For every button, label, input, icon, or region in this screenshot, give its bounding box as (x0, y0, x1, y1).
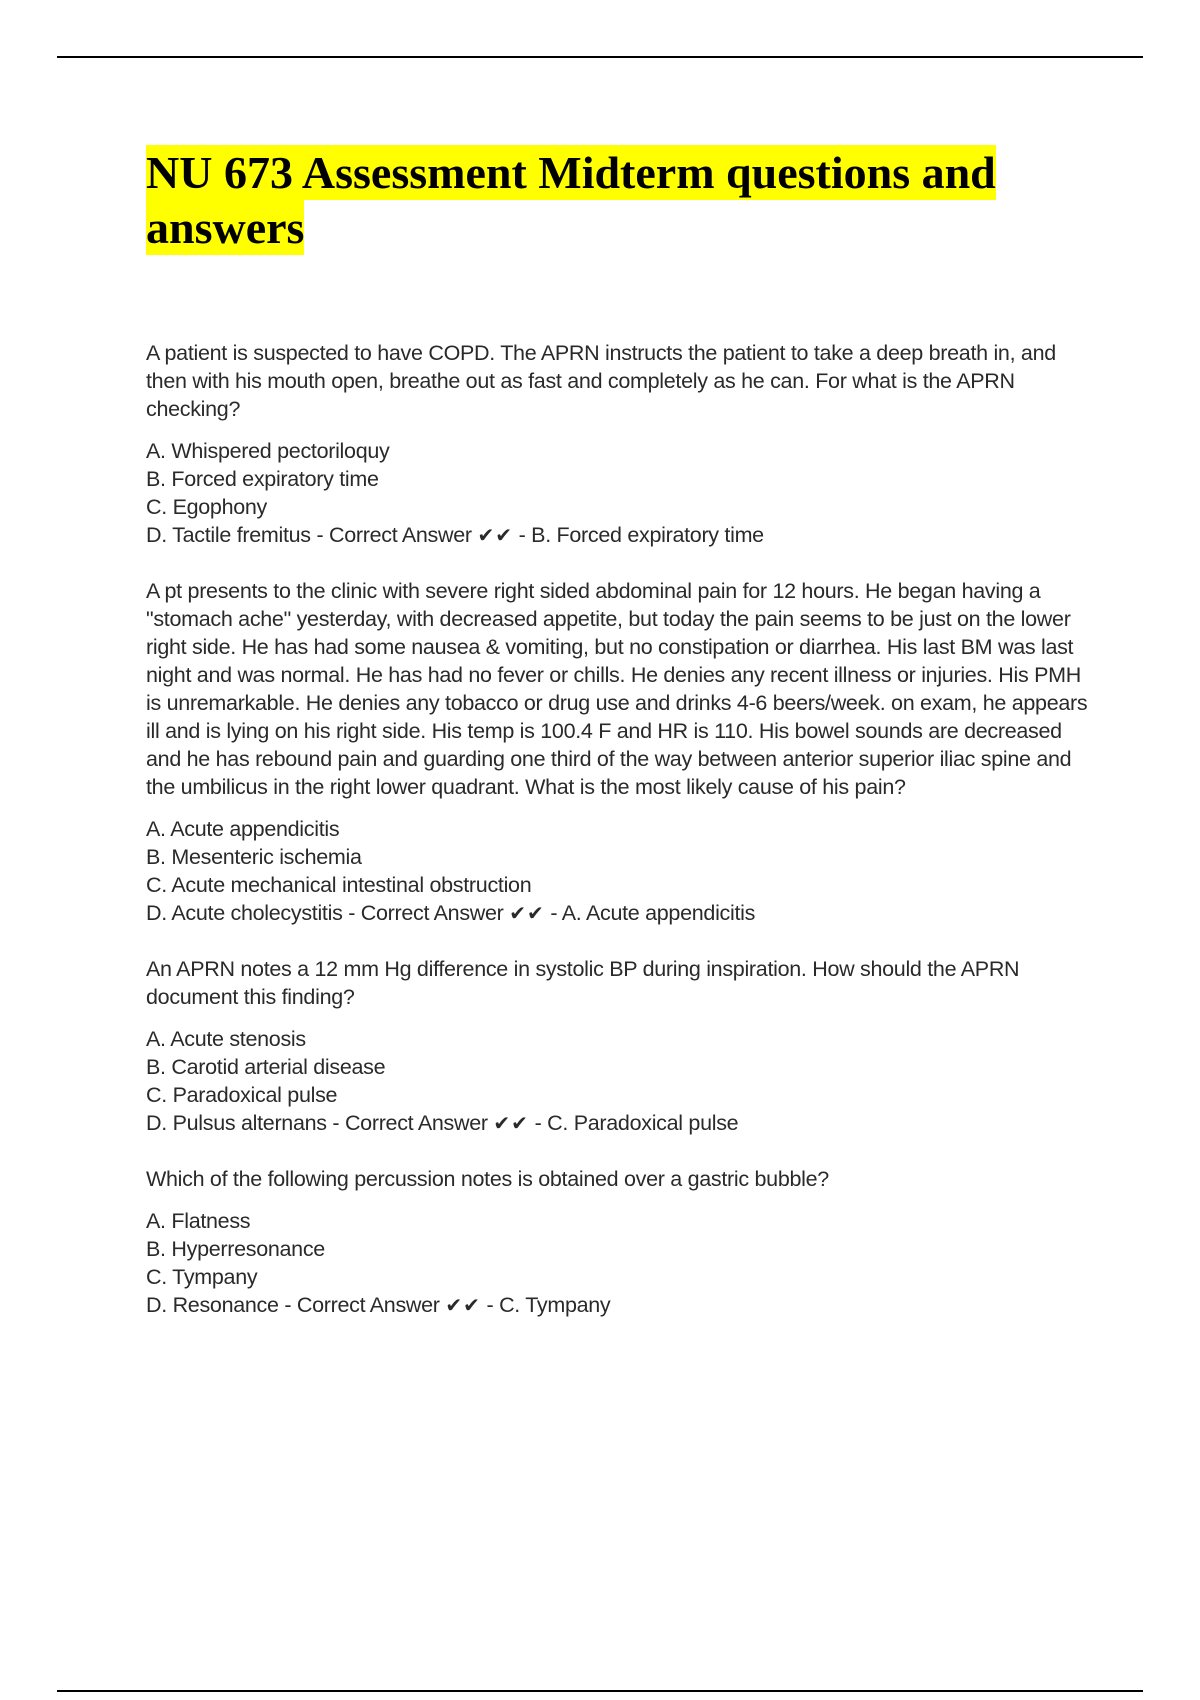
correct-answer: - B. Forced expiratory time (518, 523, 764, 547)
question-stem: A pt presents to the clinic with severe right sided abdominal pain for 12 hours. He began having a "stomach ache" yesterday, with decreased appetite, but today the pain seems to be just on the lower right side. He has had some nausea & vomiting, but no constipation or diarrhea. His last BM was last night and was normal. He has had no fever or chills. He denies any recent illness or injuries. His PMH is unremarkable. He denies any tobacco or drug use and drinks 4-6 beers/week. on exam, he appears ill and is lying on his right side. His temp is 100.4 F and HR is 110. His bowel sounds are decreased and he has rebound pain and guarding one third of the way between anterior superior iliac spine and the umbilicus in the right lower quadrant. What is the most likely cause of his pain? (146, 579, 1088, 799)
question-3 (146, 955, 1101, 1137)
answer-options (146, 1025, 1101, 1137)
option-d: D. Tactile fremitus (146, 523, 311, 547)
question-stem: An APRN notes a 12 mm Hg difference in systolic BP during inspiration. How should the APRN document this finding? (146, 957, 1020, 1009)
correct-answer-label: - Correct Answer (284, 1293, 440, 1317)
option-d-with-answer (146, 1109, 1101, 1137)
option-b: B. Hyperresonance (146, 1237, 325, 1261)
correct-answer-label: - Correct Answer (348, 901, 504, 925)
answer-options (146, 815, 1101, 927)
option-d-with-answer (146, 521, 1101, 549)
option-d: D. Acute cholecystitis (146, 901, 343, 925)
title-highlight: NU 673 Assessment Midterm questions and answers (146, 147, 996, 253)
correct-answer: - C. Paradoxical pulse (534, 1111, 739, 1135)
question-stem: Which of the following percussion notes is obtained over a gastric bubble? (146, 1167, 829, 1191)
option-b: B. Mesenteric ischemia (146, 845, 362, 869)
correct-answer: - C. Tympany (486, 1293, 611, 1317)
double-check-icon: ✔✔ (445, 1293, 481, 1317)
question-1 (146, 339, 1101, 549)
option-a: A. Whispered pectoriloquy (146, 439, 390, 463)
question-2 (146, 577, 1101, 927)
option-b: B. Forced expiratory time (146, 467, 379, 491)
top-rule (57, 56, 1143, 58)
option-a: A. Flatness (146, 1209, 251, 1233)
document-body (146, 339, 1101, 1347)
option-d-with-answer (146, 899, 1101, 927)
option-a: A. Acute appendicitis (146, 817, 340, 841)
correct-answer-label: - Correct Answer (316, 523, 472, 547)
double-check-icon: ✔✔ (509, 901, 545, 925)
option-c: C. Paradoxical pulse (146, 1083, 338, 1107)
question-4 (146, 1165, 1101, 1319)
option-d: D. Pulsus alternans (146, 1111, 327, 1135)
option-d: D. Resonance (146, 1293, 279, 1317)
page-title (146, 145, 1106, 255)
double-check-icon: ✔✔ (477, 523, 513, 547)
option-c: C. Tympany (146, 1265, 258, 1289)
option-c: C. Egophony (146, 495, 268, 519)
option-b: B. Carotid arterial disease (146, 1055, 386, 1079)
correct-answer-label: - Correct Answer (332, 1111, 488, 1135)
double-check-icon: ✔✔ (493, 1111, 529, 1135)
answer-options (146, 437, 1101, 549)
bottom-rule (57, 1690, 1143, 1692)
answer-options (146, 1207, 1101, 1319)
option-c: C. Acute mechanical intestinal obstruction (146, 873, 532, 897)
correct-answer: - A. Acute appendicitis (550, 901, 756, 925)
option-d-with-answer (146, 1291, 1101, 1319)
option-a: A. Acute stenosis (146, 1027, 306, 1051)
question-stem: A patient is suspected to have COPD. The APRN instructs the patient to take a deep breath in, and then with his mouth open, breathe out as fast and completely as he can. For what is the APRN checking? (146, 341, 1056, 421)
